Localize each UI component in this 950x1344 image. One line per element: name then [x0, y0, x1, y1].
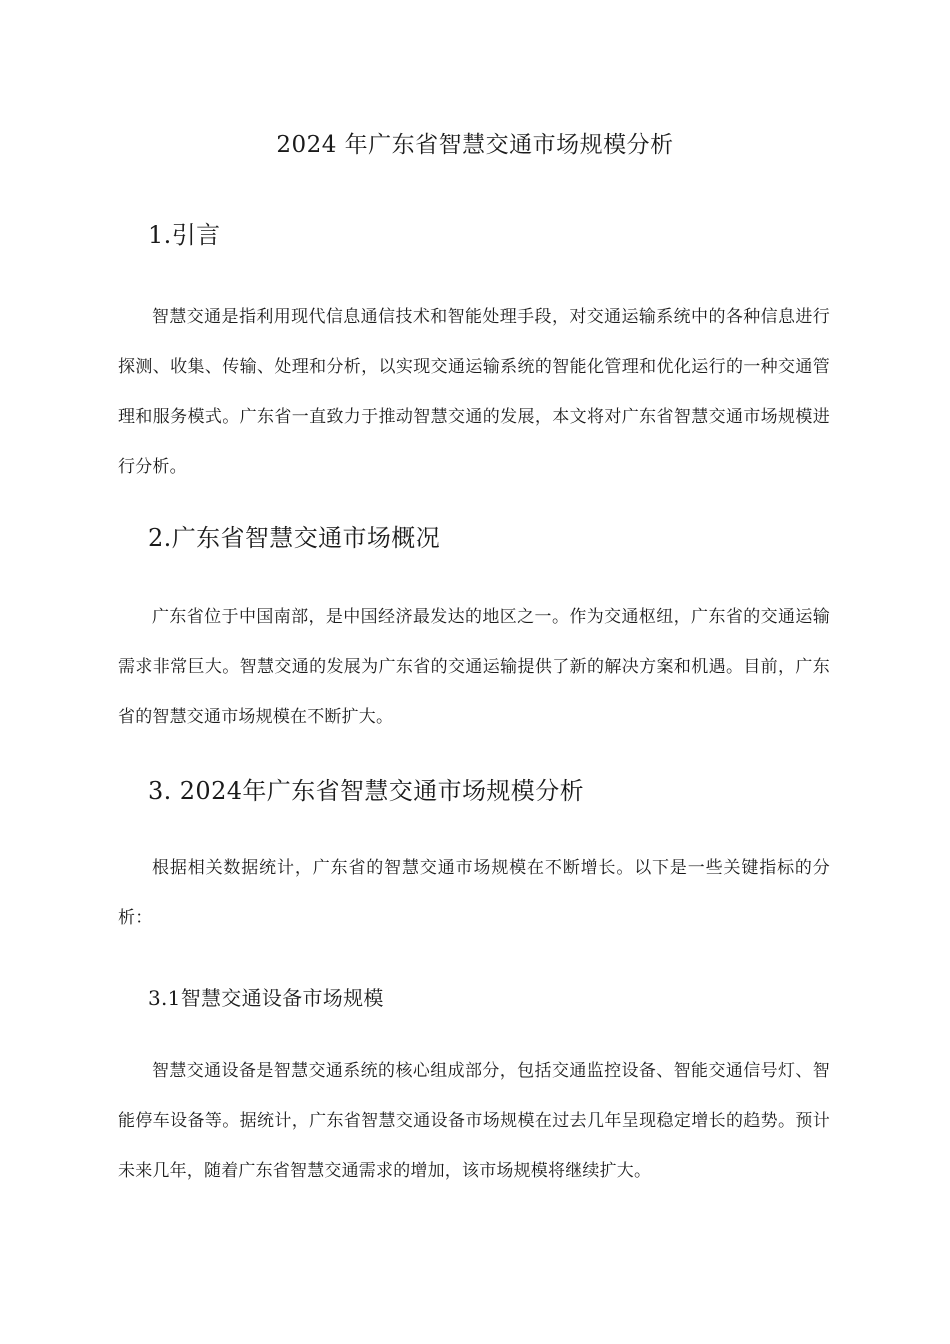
section-paragraph-overview: 广东省位于中国南部，是中国经济最发达的地区之一。作为交通枢纽，广东省的交通运输需求非常巨大。智慧交通的发展为广东省的交通运输提供了新的解决方案和机遇。目前，广东省的智慧交通市场规模在不断扩大。 [118, 607, 830, 727]
document-title: 2024 年广东省智慧交通市场规模分析 [276, 132, 674, 158]
section-heading-introduction: 1.引言 [148, 221, 221, 249]
section-paragraph-market-analysis: 根据相关数据统计，广东省的智慧交通市场规模在不断增长。以下是一些关键指标的分析： [118, 858, 830, 928]
subsection-paragraph-equipment-market: 智慧交通设备是智慧交通系统的核心组成部分，包括交通监控设备、智能交通信号灯、智能停车设备等。据统计，广东省智慧交通设备市场规模在过去几年呈现稳定增长的趋势。预计未来几年，随着广东省智慧交通需求的增加，该市场规模将继续扩大。 [118, 1061, 830, 1181]
section-heading-overview: 2.广东省智慧交通市场概况 [148, 524, 441, 552]
subsection-heading-equipment-market: 3.1智慧交通设备市场规模 [148, 986, 384, 1010]
section-heading-market-analysis: 3. 2024年广东省智慧交通市场规模分析 [148, 777, 585, 805]
section-paragraph-introduction: 智慧交通是指利用现代信息通信技术和智能处理手段，对交通运输系统中的各种信息进行探测、收集、传输、处理和分析，以实现交通运输系统的智能化管理和优化运行的一种交通管理和服务模式。广东省一直致力于推动智慧交通的发展，本文将对广东省智慧交通市场规模进行分析。 [118, 307, 830, 477]
